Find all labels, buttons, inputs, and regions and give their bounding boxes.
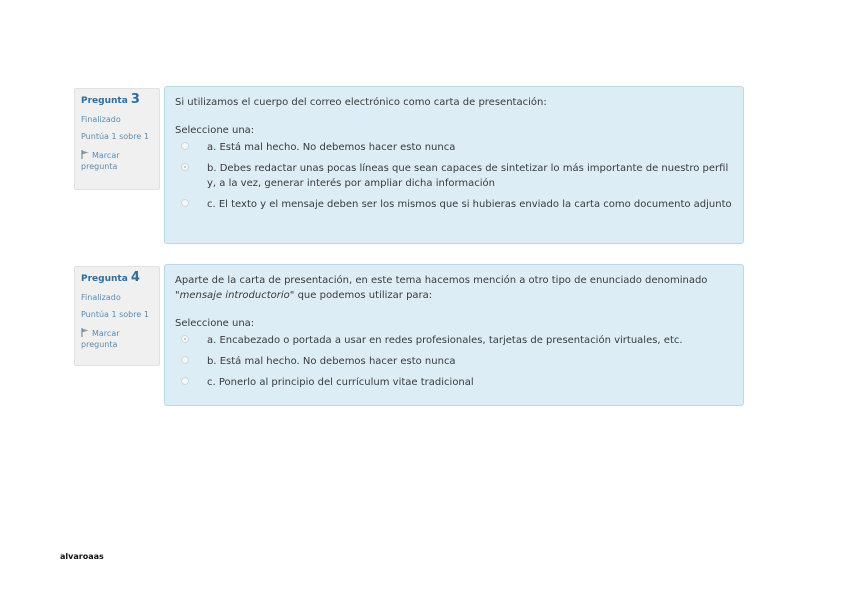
radio-button-selected[interactable] [181, 335, 189, 343]
question-content [164, 264, 744, 406]
answer-option-a[interactable]: a. Está mal hecho. No debemos hacer esto nunca [175, 140, 733, 155]
question-content [164, 86, 744, 244]
answer-option-b[interactable]: b. Está mal hecho. No debemos hacer esto nunca [175, 354, 733, 369]
radio-button[interactable] [181, 142, 189, 150]
answer-prompt: Seleccione una: [175, 318, 255, 329]
question-text: Si utilizamos el cuerpo del correo electrónico como carta de presentación: [175, 97, 547, 108]
radio-button[interactable] [181, 356, 189, 364]
flag-icon [81, 150, 90, 159]
question-info-panel [74, 266, 160, 366]
answer-option-c[interactable]: c. El texto y el mensaje deben ser los mismos que si hubieras enviado la carta como documento adjunto [175, 197, 733, 212]
question-status: Finalizado [81, 115, 121, 124]
radio-button-selected[interactable] [181, 163, 189, 171]
username: alvaroaas [60, 552, 104, 561]
question-status: Finalizado [81, 293, 121, 302]
question-text: Aparte de la carta de presentación, en este tema hacemos mención a otro tipo de enunciado denominado "mensaje introductorio" que podemos utilizar para: [175, 275, 708, 301]
flag-question-link[interactable]: Marcar pregunta [81, 329, 120, 349]
answer-prompt: Seleccione una: [175, 125, 255, 136]
answer-option-b[interactable]: b. Debes redactar unas pocas líneas que sean capaces de sintetizar lo más importante de nuestro perfil y, a la vez, generar interés por ampliar dicha información [175, 161, 733, 191]
radio-button[interactable] [181, 377, 189, 385]
answer-option-c[interactable]: c. Ponerlo al principio del currículum vitae tradicional [175, 375, 733, 390]
answer-list [175, 140, 733, 212]
answer-list [175, 333, 733, 390]
flag-question-link[interactable]: Marcar pregunta [81, 151, 120, 171]
question-number: Pregunta 4 [81, 270, 140, 285]
flag-icon [81, 328, 90, 337]
question-info-panel [74, 88, 160, 190]
answer-option-a[interactable]: a. Encabezado o portada a usar en redes profesionales, tarjetas de presentación virtuales, etc. [175, 333, 733, 348]
question-score: Puntúa 1 sobre 1 [81, 132, 149, 141]
radio-button[interactable] [181, 199, 189, 207]
question-number: Pregunta 3 [81, 92, 140, 107]
question-score: Puntúa 1 sobre 1 [81, 310, 149, 319]
